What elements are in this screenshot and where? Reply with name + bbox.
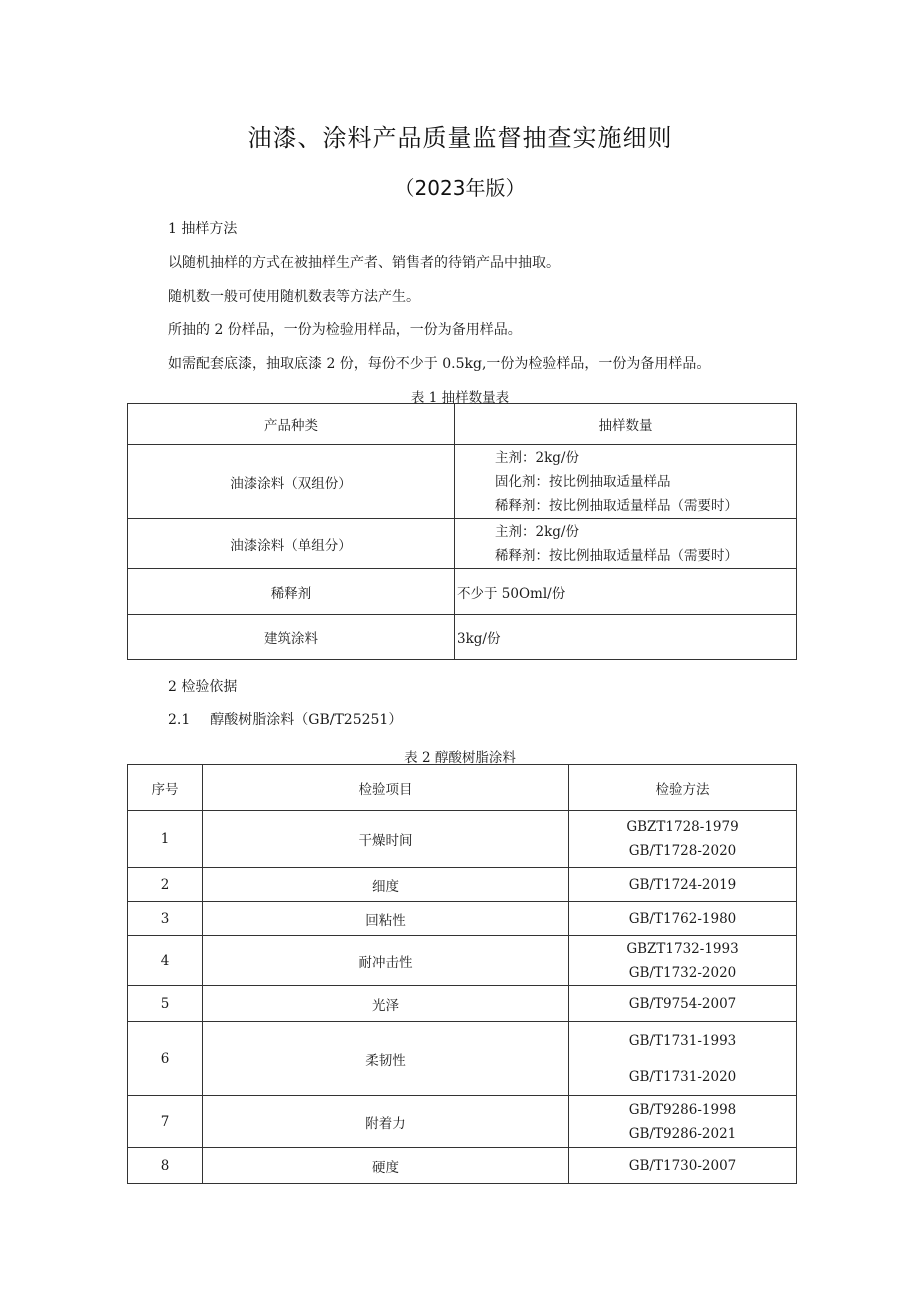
table-2-caption: 表 2 醇酸树脂涂料 [404, 750, 516, 766]
test-item: 硬度 [203, 1148, 569, 1184]
method-line: GB/T1728-2020 [628, 843, 737, 859]
page-subtitle: （2023年版） [394, 176, 526, 200]
table-header-row [128, 404, 797, 445]
quantity-line: 固化剂：按比例抽取适量样品 [495, 473, 671, 490]
quantity-line: 稀释剂：按比例抽取适量样品（需要时） [495, 497, 738, 514]
row-number: 4 [128, 936, 203, 986]
method-line: GB/T9286-1998 [628, 1101, 737, 1118]
quantity-cell [455, 519, 797, 569]
test-method: GB/T1730-2007 [569, 1148, 797, 1184]
method-line: GBZT1728-1979 [626, 819, 739, 835]
alkyd-resin-test-table [127, 764, 797, 1184]
method-line: GB/T1732-2020 [628, 964, 737, 981]
page-title: 油漆、涂料产品质量监督抽查实施细则 [247, 124, 673, 152]
subsection-number: 2.1 [168, 712, 191, 728]
category-cell: 油漆涂料（双组份） [128, 445, 455, 519]
row-number: 1 [128, 811, 203, 868]
table-row [128, 868, 797, 902]
quantity-line: 稀释剂：按比例抽取适量样品（需要时） [495, 547, 738, 564]
sampling-quantity-table [127, 403, 797, 660]
test-item: 细度 [203, 868, 569, 902]
test-item: 干燥时间 [203, 811, 569, 868]
table-row [128, 519, 797, 569]
header-cell: 检验项目 [203, 765, 569, 811]
test-item: 光泽 [203, 986, 569, 1022]
table-1-caption: 表 1 抽样数量表 [410, 390, 510, 406]
section-1-heading: 1 抽样方法 [168, 221, 238, 237]
test-method [569, 1096, 797, 1148]
table-row [128, 811, 797, 868]
test-method: GB/T9754-2007 [569, 986, 797, 1022]
table-row [128, 1022, 797, 1096]
header-cell: 产品种类 [128, 404, 455, 445]
method-line: GB/T9286-2021 [628, 1125, 737, 1142]
paragraph: 所抽的 2 份样品，一份为检验用样品，一份为备用样品。 [168, 322, 522, 338]
table-header-row [128, 765, 797, 811]
row-number: 5 [128, 986, 203, 1022]
quantity-cell: 不少于 50Oml/份 [455, 569, 797, 615]
test-method: GB/T1762-1980 [569, 902, 797, 936]
method-line: GBZT1732-1993 [626, 940, 739, 957]
table-row [128, 1148, 797, 1184]
header-cell: 检验方法 [569, 765, 797, 811]
table-row [128, 615, 797, 660]
table-row [128, 936, 797, 986]
section-2-heading: 2 检验依据 [168, 679, 238, 695]
subsection-2-1-heading [168, 709, 402, 729]
row-number: 2 [128, 868, 203, 902]
category-cell: 稀释剂 [128, 569, 455, 615]
method-line: GB/T1731-2020 [628, 1068, 737, 1085]
row-number: 8 [128, 1148, 203, 1184]
row-number: 7 [128, 1096, 203, 1148]
quantity-line: 主剂：2kg/份 [495, 523, 579, 540]
header-cell: 序号 [128, 765, 203, 811]
paragraph: 以随机抽样的方式在被抽样生产者、销售者的待销产品中抽取。 [168, 255, 560, 271]
quantity-line: 主剂：2kg/份 [495, 449, 579, 466]
test-method [569, 1022, 797, 1096]
test-method: GB/T1724-2019 [569, 868, 797, 902]
table-row [128, 569, 797, 615]
row-number: 6 [128, 1022, 203, 1096]
paragraph: 如需配套底漆，抽取底漆 2 份，每份不少于 0.5kg,一份为检验样品，一份为备用样品。 [168, 356, 711, 372]
quantity-cell [455, 445, 797, 519]
table-row [128, 902, 797, 936]
test-item: 附着力 [203, 1096, 569, 1148]
category-cell: 油漆涂料（单组分） [128, 519, 455, 569]
table-row [128, 445, 797, 519]
header-cell: 抽样数量 [455, 404, 797, 445]
paragraph: 随机数一般可使用随机数表等方法产生。 [168, 289, 420, 305]
subsection-title: 醇酸树脂涂料（GB/T25251） [210, 712, 403, 728]
category-cell: 建筑涂料 [128, 615, 455, 660]
table-row [128, 1096, 797, 1148]
table-row [128, 986, 797, 1022]
method-line: GB/T1731-1993 [628, 1032, 737, 1049]
test-method [569, 936, 797, 986]
test-item: 柔韧性 [203, 1022, 569, 1096]
test-method [569, 811, 797, 868]
quantity-cell: 3kg/份 [455, 615, 797, 660]
test-item: 耐冲击性 [203, 936, 569, 986]
test-item: 回粘性 [203, 902, 569, 936]
row-number: 3 [128, 902, 203, 936]
